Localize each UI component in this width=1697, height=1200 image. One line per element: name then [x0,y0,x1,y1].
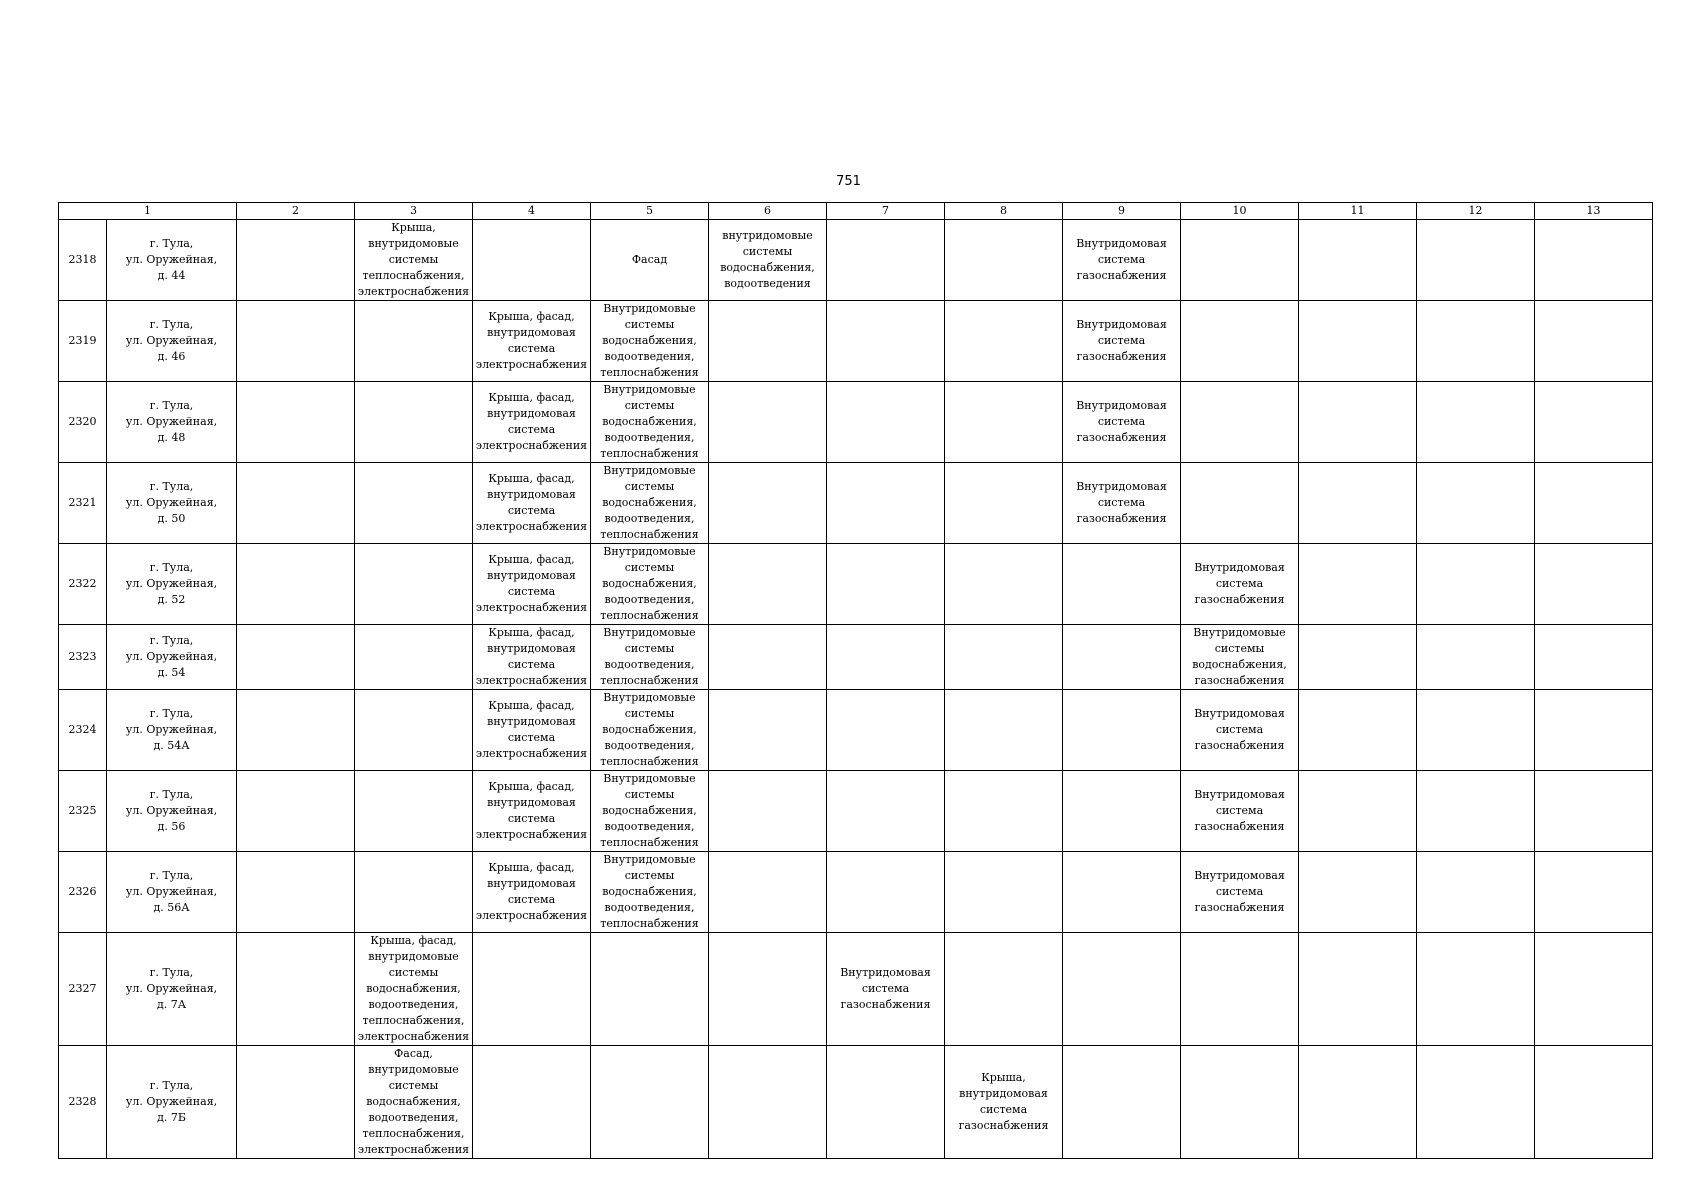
work-cell-12 [1417,690,1535,771]
work-cell-9 [1063,301,1181,382]
row-number-text: 2326 [68,885,97,898]
header-cell: 1 [59,203,237,220]
address-cell [107,1046,237,1159]
header-cell: 9 [1063,203,1181,220]
work-cell-3 [355,463,473,544]
header-cell: 12 [1417,203,1535,220]
work-cell-9 [1063,933,1181,1046]
work-cell-9 [1063,690,1181,771]
work-cell-6 [709,852,827,933]
header-cell: 2 [237,203,355,220]
address-cell [107,625,237,690]
work-cell-13 [1535,852,1653,933]
row-number-text: 2320 [68,415,97,428]
table-row [59,382,1653,463]
row-number [59,852,107,933]
work-cell-4 [473,301,591,382]
work-cell-8 [945,690,1063,771]
address-cell-text: г. Тула, ул. Оружейная, д. 50 [125,480,218,525]
header-row [59,203,1653,220]
work-cell-3 [355,933,473,1046]
row-number [59,690,107,771]
address-cell [107,382,237,463]
address-cell-text: г. Тула, ул. Оружейная, д. 56 [125,788,218,833]
work-cell-13 [1535,382,1653,463]
work-cell-11 [1299,852,1417,933]
work-cell-7 [827,382,945,463]
address-cell-text: г. Тула, ул. Оружейная, д. 46 [125,318,218,363]
work-cell-13 [1535,933,1653,1046]
work-cell-11 [1299,544,1417,625]
work-cell-2 [237,301,355,382]
work-cell-2 [237,625,355,690]
work-cell-9-text: Внутридомовая система газоснабжения [1076,399,1167,444]
work-cell-4-text: Крыша, фасад, внутридомовая система электроснабжения [475,861,588,922]
work-cell-3-text: Крыша, фасад, внутридомовые системы водоснабжения, водоотведения, теплоснабжения, электроснабжения [357,934,470,1043]
work-cell-11 [1299,771,1417,852]
repair-schedule-table [58,202,1653,1159]
work-cell-6-text: внутридомовые системы водоснабжения, водоотведения [720,229,815,290]
work-cell-2 [237,463,355,544]
row-number-text: 2327 [68,982,97,995]
row-number [59,933,107,1046]
work-cell-11 [1299,625,1417,690]
work-cell-4-text: Крыша, фасад, внутридомовая система электроснабжения [475,699,588,760]
work-cell-10 [1181,852,1299,933]
address-cell-text: г. Тула, ул. Оружейная, д. 54 [125,634,218,679]
work-cell-13 [1535,690,1653,771]
work-cell-11 [1299,1046,1417,1159]
work-cell-6 [709,463,827,544]
work-cell-8 [945,382,1063,463]
work-cell-10 [1181,544,1299,625]
work-cell-3 [355,1046,473,1159]
work-cell-5 [591,852,709,933]
work-cell-10 [1181,301,1299,382]
row-number-text: 2323 [68,650,97,663]
work-cell-11 [1299,301,1417,382]
work-cell-4 [473,463,591,544]
work-cell-5 [591,220,709,301]
work-cell-4 [473,690,591,771]
work-cell-5-text: Внутридомовые системы водоснабжения, водоотведения, теплоснабжения [600,545,699,622]
work-cell-6 [709,625,827,690]
row-number-text: 2325 [68,804,97,817]
work-cell-3 [355,220,473,301]
address-cell-text: г. Тула, ул. Оружейная, д. 48 [125,399,218,444]
work-cell-10 [1181,933,1299,1046]
work-cell-4 [473,220,591,301]
work-cell-4 [473,544,591,625]
page-number: 751 [836,174,861,189]
header-cell: 10 [1181,203,1299,220]
work-cell-9 [1063,1046,1181,1159]
work-cell-13 [1535,301,1653,382]
work-cell-12 [1417,771,1535,852]
work-cell-4 [473,1046,591,1159]
work-cell-13 [1535,771,1653,852]
work-cell-4-text: Крыша, фасад, внутридомовая система электроснабжения [475,310,588,371]
work-cell-3-text: Крыша, внутридомовые системы теплоснабжения, электроснабжения [357,221,470,298]
address-cell [107,220,237,301]
work-cell-10 [1181,690,1299,771]
work-cell-3 [355,382,473,463]
work-cell-2 [237,690,355,771]
work-cell-11 [1299,933,1417,1046]
work-cell-8 [945,1046,1063,1159]
work-cell-6 [709,771,827,852]
work-cell-12 [1417,382,1535,463]
work-cell-9-text: Внутридомовая система газоснабжения [1076,318,1167,363]
work-cell-12 [1417,544,1535,625]
work-cell-11 [1299,382,1417,463]
work-cell-2 [237,220,355,301]
work-cell-2 [237,933,355,1046]
header-cell: 8 [945,203,1063,220]
work-cell-10-text: Внутридомовая система газоснабжения [1194,707,1285,752]
work-cell-5 [591,771,709,852]
work-cell-12 [1417,220,1535,301]
work-cell-9-text: Внутридомовая система газоснабжения [1076,237,1167,282]
address-cell [107,852,237,933]
work-cell-9 [1063,852,1181,933]
work-cell-11 [1299,220,1417,301]
table-row [59,1046,1653,1159]
header-cell: 11 [1299,203,1417,220]
work-cell-13 [1535,463,1653,544]
work-cell-10-text: Внутридомовая система газоснабжения [1194,561,1285,606]
table-row [59,852,1653,933]
work-cell-9 [1063,625,1181,690]
work-cell-4 [473,382,591,463]
address-cell-text: г. Тула, ул. Оружейная, д. 54А [125,707,218,752]
address-cell-text: г. Тула, ул. Оружейная, д. 7А [125,966,218,1011]
work-cell-11 [1299,463,1417,544]
work-cell-5-text: Внутридомовые системы водоснабжения, водоотведения, теплоснабжения [600,302,699,379]
work-cell-7 [827,852,945,933]
work-cell-5-text: Внутридомовые системы водоснабжения, водоотведения, теплоснабжения [600,772,699,849]
address-cell [107,301,237,382]
work-cell-7-text: Внутридомовая система газоснабжения [840,966,931,1011]
work-cell-8-text: Крыша, внутридомовая система газоснабжения [958,1071,1049,1132]
work-cell-3 [355,544,473,625]
work-cell-7 [827,1046,945,1159]
work-cell-10 [1181,1046,1299,1159]
work-cell-3-text: Фасад, внутридомовые системы водоснабжения, водоотведения, теплоснабжения, электроснабжения [357,1047,470,1156]
row-number [59,220,107,301]
work-cell-2 [237,1046,355,1159]
work-cell-5 [591,544,709,625]
table-row [59,301,1653,382]
work-cell-5-text: Внутридомовые системы водоснабжения, водоотведения, теплоснабжения [600,383,699,460]
work-cell-8 [945,220,1063,301]
row-number [59,1046,107,1159]
address-cell [107,544,237,625]
address-cell-text: г. Тула, ул. Оружейная, д. 44 [125,237,218,282]
work-cell-7 [827,625,945,690]
work-cell-7 [827,301,945,382]
work-cell-4-text: Крыша, фасад, внутридомовая система электроснабжения [475,553,588,614]
work-cell-7 [827,690,945,771]
work-cell-6 [709,933,827,1046]
row-number-text: 2322 [68,577,97,590]
work-cell-12 [1417,1046,1535,1159]
row-number [59,544,107,625]
address-cell-text: г. Тула, ул. Оружейная, д. 56А [125,869,218,914]
work-cell-8 [945,771,1063,852]
work-cell-4-text: Крыша, фасад, внутридомовая система электроснабжения [475,780,588,841]
work-cell-9 [1063,544,1181,625]
row-number-text: 2319 [68,334,97,347]
row-number [59,382,107,463]
work-cell-9-text: Внутридомовая система газоснабжения [1076,480,1167,525]
header-cell: 7 [827,203,945,220]
row-number [59,771,107,852]
table-row [59,544,1653,625]
work-cell-8 [945,852,1063,933]
table-row [59,625,1653,690]
work-cell-12 [1417,625,1535,690]
work-cell-5-text: Внутридомовые системы водоснабжения, водоотведения, теплоснабжения [600,691,699,768]
work-cell-6 [709,1046,827,1159]
row-number [59,463,107,544]
work-cell-7 [827,463,945,544]
address-cell-text: г. Тула, ул. Оружейная, д. 7Б [125,1079,218,1124]
work-cell-9 [1063,463,1181,544]
work-cell-4 [473,852,591,933]
header-cell: 3 [355,203,473,220]
work-cell-5-text: Внутридомовые системы водоотведения, теплоснабжения [600,626,699,687]
work-cell-7 [827,220,945,301]
table-row [59,771,1653,852]
work-cell-10 [1181,625,1299,690]
work-cell-2 [237,382,355,463]
header-cell: 4 [473,203,591,220]
work-cell-7 [827,771,945,852]
work-cell-4-text: Крыша, фасад, внутридомовая система электроснабжения [475,472,588,533]
work-cell-9 [1063,771,1181,852]
work-cell-3 [355,301,473,382]
work-cell-3 [355,852,473,933]
work-cell-4 [473,625,591,690]
work-cell-3 [355,771,473,852]
work-cell-6 [709,544,827,625]
address-cell [107,933,237,1046]
work-cell-12 [1417,463,1535,544]
work-cell-5 [591,933,709,1046]
work-cell-12 [1417,852,1535,933]
work-cell-10-text: Внутридомовая система газоснабжения [1194,869,1285,914]
row-number-text: 2318 [68,253,97,266]
header-cell: 6 [709,203,827,220]
header-cell: 13 [1535,203,1653,220]
work-cell-6 [709,690,827,771]
work-cell-8 [945,463,1063,544]
work-cell-12 [1417,301,1535,382]
work-cell-2 [237,852,355,933]
work-cell-5 [591,690,709,771]
work-cell-5 [591,463,709,544]
work-cell-12 [1417,933,1535,1046]
work-cell-7 [827,933,945,1046]
work-cell-10 [1181,463,1299,544]
work-cell-6 [709,382,827,463]
work-cell-10-text: Внутридомовые системы водоснабжения, газоснабжения [1192,626,1287,687]
work-cell-13 [1535,220,1653,301]
work-cell-5-text: Внутридомовые системы водоснабжения, водоотведения, теплоснабжения [600,464,699,541]
work-cell-6 [709,301,827,382]
row-number-text: 2321 [68,496,97,509]
work-cell-10 [1181,220,1299,301]
work-cell-11 [1299,690,1417,771]
work-cell-5 [591,625,709,690]
table-row [59,463,1653,544]
work-cell-10 [1181,771,1299,852]
work-cell-13 [1535,1046,1653,1159]
work-cell-8 [945,933,1063,1046]
address-cell [107,690,237,771]
row-number-text: 2324 [68,723,97,736]
row-number-text: 2328 [68,1095,97,1108]
work-cell-2 [237,544,355,625]
work-cell-13 [1535,625,1653,690]
address-cell-text: г. Тула, ул. Оружейная, д. 52 [125,561,218,606]
work-cell-5 [591,301,709,382]
work-cell-4-text: Крыша, фасад, внутридомовая система электроснабжения [475,391,588,452]
work-cell-8 [945,301,1063,382]
work-cell-2 [237,771,355,852]
work-cell-9 [1063,382,1181,463]
work-cell-3 [355,690,473,771]
address-cell [107,463,237,544]
work-cell-5 [591,1046,709,1159]
work-cell-10-text: Внутридомовая система газоснабжения [1194,788,1285,833]
work-cell-4-text: Крыша, фасад, внутридомовая система электроснабжения [475,626,588,687]
work-cell-4 [473,933,591,1046]
work-cell-3 [355,625,473,690]
work-cell-4 [473,771,591,852]
work-cell-8 [945,625,1063,690]
row-number [59,625,107,690]
table-row [59,690,1653,771]
address-cell [107,771,237,852]
row-number [59,301,107,382]
work-cell-5-text: Фасад [631,253,668,266]
work-cell-13 [1535,544,1653,625]
header-cell: 5 [591,203,709,220]
work-cell-10 [1181,382,1299,463]
work-cell-6 [709,220,827,301]
work-cell-5-text: Внутридомовые системы водоснабжения, водоотведения, теплоснабжения [600,853,699,930]
table-row [59,220,1653,301]
work-cell-9 [1063,220,1181,301]
work-cell-5 [591,382,709,463]
work-cell-8 [945,544,1063,625]
table-row [59,933,1653,1046]
work-cell-7 [827,544,945,625]
